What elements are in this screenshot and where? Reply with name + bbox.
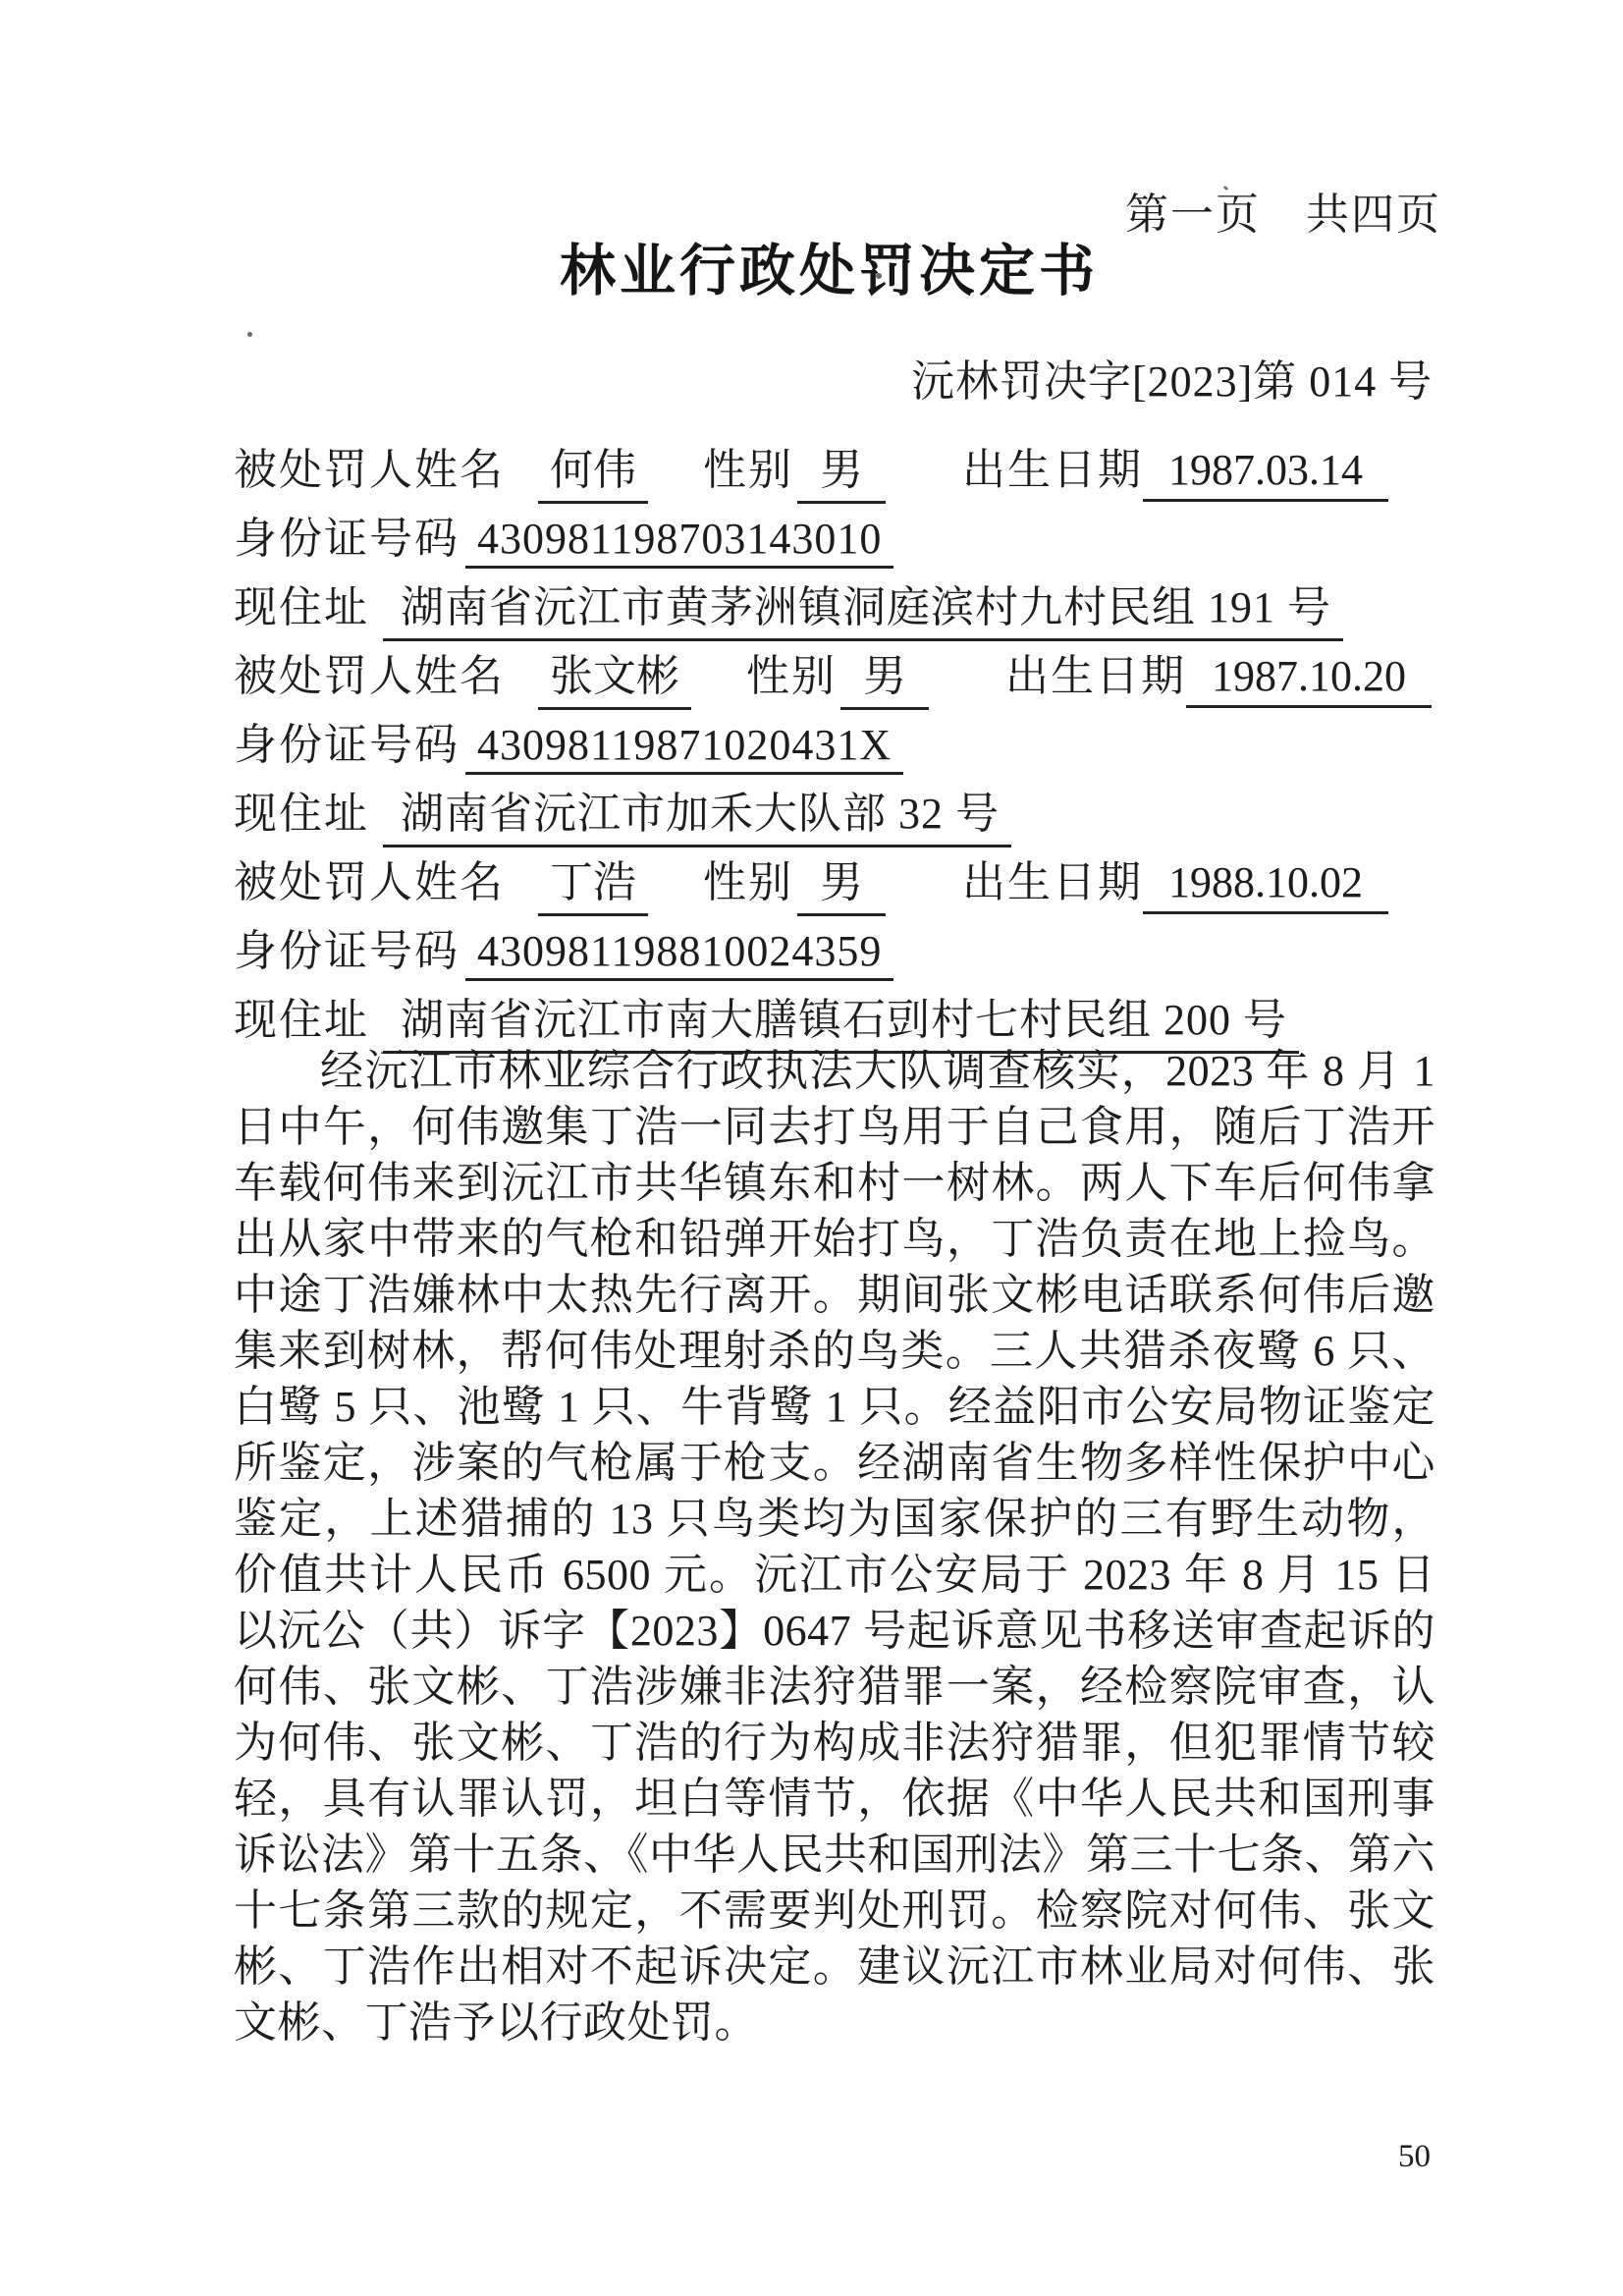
person-1-name-value: 何伟	[538, 434, 648, 504]
person-3-dob-value: 1988.10.02	[1143, 857, 1388, 914]
id-label: 身份证号码	[234, 927, 460, 975]
id-label: 身份证号码	[234, 515, 460, 563]
person-3-name-value: 丁浩	[538, 847, 648, 916]
dob-label: 出生日期	[962, 858, 1143, 906]
name-label: 被处罚人姓名	[234, 858, 505, 906]
person-3-address-value: 湖南省沅江市南大膳镇石剅村七村民组 200 号	[383, 984, 1299, 1054]
person-2-address-row	[234, 772, 1471, 841]
person-2-id-row	[234, 703, 1471, 772]
page-indicator: 第一页 共四页	[1125, 191, 1441, 239]
person-3-name-row	[234, 841, 1471, 909]
person-2-gender-value: 男	[840, 640, 929, 710]
dob-label: 出生日期	[962, 446, 1143, 494]
address-label: 现住址	[234, 996, 369, 1044]
footer-page-number: 50	[1398, 2139, 1431, 2174]
person-2-address-value: 湖南省沅江市加禾大队部 32 号	[383, 778, 1011, 847]
gender-label: 性别	[703, 858, 793, 906]
penalized-persons-form	[234, 428, 1471, 1047]
person-2-id-value: 43098119871020431X	[465, 720, 903, 775]
person-2-name-value: 张文彬	[538, 640, 691, 710]
name-label: 被处罚人姓名	[234, 652, 505, 700]
doc-number: 沅林罚决字[2023]第 014 号	[911, 357, 1434, 406]
gender-label: 性别	[746, 652, 837, 700]
person-2-name-row	[234, 634, 1471, 703]
person-3-id-value: 430981198810024359	[465, 926, 893, 981]
person-3-address-row	[234, 978, 1471, 1047]
scan-speck	[247, 332, 252, 337]
person-1-id-row	[234, 497, 1471, 566]
person-1-name-row	[234, 428, 1471, 497]
person-3-id-row	[234, 909, 1471, 978]
person-1-id-value: 430981198703143010	[465, 514, 893, 569]
name-label: 被处罚人姓名	[234, 446, 505, 494]
gender-label: 性别	[703, 446, 793, 494]
decision-body-paragraph: 经沅江市林业综合行政执法大队调查核实，2023 年 8 月 1 日中午，何伟邀集丁浩一同去打鸟用于自己食用，随后丁浩开车载何伟来到沅江市共华镇东和村一树林。两人下车后何伟拿出从家中带来的气枪和铅弹开始打鸟，丁浩负责在地上捡鸟。中途丁浩嫌林中太热先行离开。期间张文彬电话联系何伟后邀集来到树林，帮何伟处理射杀的鸟类。三人共猎杀夜鹭 6 只、白鹭 5 只、池鹭 1 只、牛背鹭 1 只。经益阳市公安局物证鉴定所鉴定，涉案的气枪属于枪支。经湖南省生物多样性保护中心鉴定，上述猎捕的 13 只鸟类均为国家保护的三有野生动物，价值共计人民币 6500 元。沅江市公安局于 2023 年 8 月 15 日以沅公（共）诉字【2023】0647 号起诉意见书移送审查起诉的何伟、张文彬、丁浩涉嫌非法狩猎罪一案，经检察院审查，认为何伟、张文彬、丁浩的行为构成非法狩猎罪，但犯罪情节较轻，具有认罪认罚，坦白等情节，依据《中华人民共和国刑事诉讼法》第十五条、《中华人民共和国刑法》第三十七条、第六十七条第三款的规定，不需要判处刑罚。检察院对何伟、张文彬、丁浩作出相对不起诉决定。建议沅江市林业局对何伟、张文彬、丁浩予以行政处罚。	[234, 1047, 1435, 2047]
person-1-address-value: 湖南省沅江市黄茅洲镇洞庭滨村九村民组 191 号	[383, 572, 1343, 641]
person-1-address-row	[234, 566, 1471, 634]
document-title: 林业行政处罚决定书	[560, 239, 1099, 303]
person-3-gender-value: 男	[797, 847, 886, 916]
person-1-gender-value: 男	[797, 434, 886, 504]
address-label: 现住址	[234, 583, 369, 631]
person-1-dob-value: 1987.03.14	[1143, 445, 1388, 502]
dob-label: 出生日期	[1005, 652, 1186, 700]
id-label: 身份证号码	[234, 721, 460, 769]
person-2-dob-value: 1987.10.20	[1186, 651, 1432, 708]
address-label: 现住址	[234, 790, 369, 838]
